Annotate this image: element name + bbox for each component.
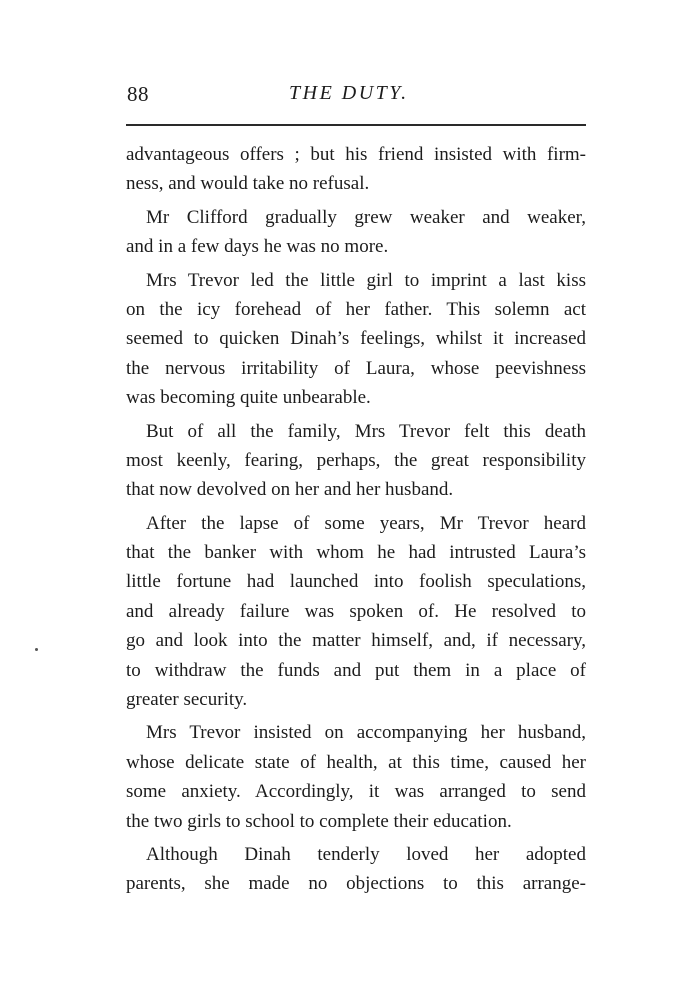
paragraph: [126, 140, 586, 199]
text-line: and already failure was spoken of. He resolved to: [126, 600, 586, 622]
text-line: most keenly, fearing, perhaps, the great responsibility: [126, 449, 586, 471]
text-line: little fortune had launched into foolish speculations,: [126, 571, 586, 593]
text-line: greater security.: [126, 689, 248, 711]
text-line: the nervous irritability of Laura, whose peevishness: [126, 357, 586, 379]
paragraph: [126, 266, 586, 413]
paragraph: [126, 509, 586, 715]
text-line: to withdraw the funds and put them in a place of: [126, 659, 586, 681]
text-line: Although Dinah tenderly loved her adopted: [146, 843, 586, 865]
text-line: go and look into the matter himself, and, if necessary,: [126, 630, 586, 652]
paragraph: [126, 203, 586, 262]
paragraph: [126, 417, 586, 505]
text-line: Mrs Trevor led the little girl to imprint a last kiss: [146, 269, 586, 291]
text-line: the two girls to school to complete their education.: [126, 810, 512, 832]
running-title: THE DUTY.: [289, 82, 409, 104]
text-line: advantageous offers ; but his friend insisted with firm-: [126, 144, 586, 165]
text-line: and in a few days he was no more.: [126, 236, 389, 258]
text-line: that the banker with whom he had intrusted Laura’s: [126, 542, 586, 564]
text-line: that now devolved on her and her husband.: [126, 479, 454, 501]
text-line: on the icy forehead of her father. This solemn act: [126, 298, 586, 320]
text-line: Mr Clifford gradually grew weaker and weaker,: [146, 206, 586, 228]
text-line: ness, and would take no refusal.: [126, 173, 370, 195]
text-line: Mrs Trevor insisted on accompanying her husband,: [146, 722, 586, 744]
text-line: But of all the family, Mrs Trevor felt this death: [146, 420, 586, 442]
text-line: seemed to quicken Dinah’s feelings, whilst it increased: [126, 328, 586, 350]
text-line: After the lapse of some years, Mr Trevor heard: [146, 512, 586, 534]
text-line: was becoming quite unbearable.: [126, 387, 371, 409]
paragraph: [126, 840, 586, 899]
text-line: whose delicate state of health, at this time, caused her: [126, 751, 586, 773]
text-line: parents, she made no objections to this arrange-: [126, 873, 586, 895]
paragraph: [126, 718, 586, 836]
page-number: 88: [127, 82, 149, 106]
text-line: some anxiety. Accordingly, it was arranged to send: [126, 781, 586, 803]
header-rule: [126, 124, 586, 126]
page-header: [124, 80, 586, 114]
paper-speck: [35, 648, 38, 651]
body-text: [126, 140, 586, 899]
